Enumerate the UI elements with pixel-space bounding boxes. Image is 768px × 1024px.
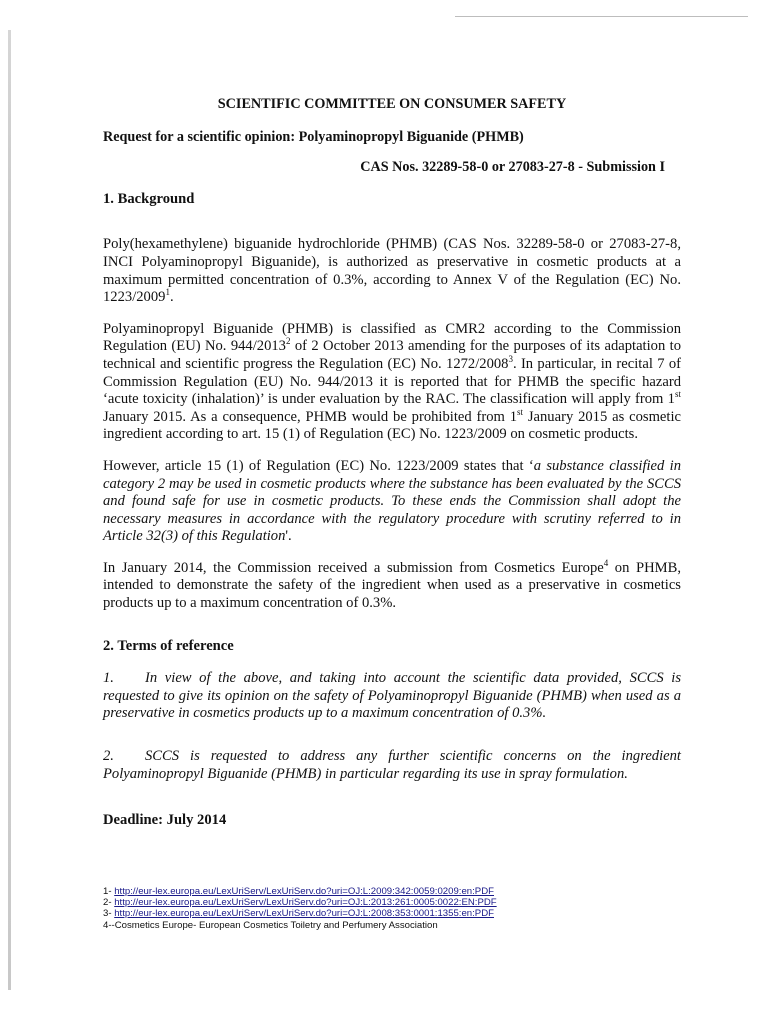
scan-top-line	[455, 16, 748, 17]
deadline: Deadline: July 2014	[103, 812, 227, 829]
footnote-1: 1- http://eur-lex.europa.eu/LexUriServ/LexUriServ.do?uri=OJ:L:2009:342:0059:0209:en:PDF	[103, 886, 494, 897]
cas-numbers: CAS Nos. 32289-58-0 or 27083-27-8 - Submission I	[360, 159, 665, 176]
ordinal-suffix: st	[674, 389, 681, 400]
document-title: SCIENTIFIC COMMITTEE ON CONSUMER SAFETY	[217, 96, 567, 112]
request-line: Request for a scientific opinion: Polyaminopropyl Biguanide (PHMB)	[103, 128, 524, 145]
background-paragraph-3: However, article 15 (1) of Regulation (EC) No. 1223/2009 states that ‘a substance classified in category 2 may be used in cosmetic products where the substance has been evaluated by the SCCS and found safe for use in cosmetic products. To these ends the Commission shall adopt the necessary measures in accordance with the regulatory procedure with scrutiny referred to in Article 32(3) of this Regulation'.	[103, 457, 681, 545]
regulation-quote: a substance classified in category 2 may be used in cosmetic products where the substance has been evaluated by the SCCS and found safe for use in cosmetic products. To these ends the Commission shall adopt the necessary measures in accordance with the regulatory procedure with scrutiny referred to in Article 32(3) of this Regulation	[103, 457, 681, 545]
background-heading: 1. Background	[103, 190, 195, 207]
footnote-link[interactable]: http://eur-lex.europa.eu/LexUriServ/LexUriServ.do?uri=OJ:L:2009:342:0059:0209:en:PDF	[114, 886, 494, 897]
footnote-link[interactable]: http://eur-lex.europa.eu/LexUriServ/LexUriServ.do?uri=OJ:L:2008:353:0001:1355:en:PDF	[114, 908, 494, 920]
terms-item-2: 2. SCCS is requested to address any further scientific concerns on the ingredient Polyaminopropyl Biguanide (PHMB) in particular regarding its use in spray formulation.	[103, 748, 681, 782]
scan-edge-shadow	[8, 30, 11, 990]
background-paragraph-1: Poly(hexamethylene) biguanide hydrochloride (PHMB) (CAS Nos. 32289-58-0 or 27083-27-8, INCI Polyaminopropyl Biguanide), is authorized as preservative in cosmetic products at a maximum permitted concentration of 0.3%, according to Annex V of the Regulation (EC) No. 1223/2009$^1$.	[103, 236, 681, 306]
footnote-4: 4--Cosmetics Europe- European Cosmetics Toiletry and Perfumery Association	[103, 919, 438, 931]
footnote-ref-1: 1	[165, 287, 170, 298]
footnote-ref-2: 2	[285, 336, 291, 347]
document-page	[103, 96, 681, 830]
footnote-2: 2- http://eur-lex.europa.eu/LexUriServ/LexUriServ.do?uri=OJ:L:2013:261:0005:0022:EN:PDF	[103, 897, 497, 909]
footnote-ref-4: 4	[603, 558, 609, 569]
ordinal-suffix: st	[517, 406, 524, 417]
footnote-3: 3- http://eur-lex.europa.eu/LexUriServ/LexUriServ.do?uri=OJ:L:2008:353:0001:1355:en:PDF	[103, 908, 494, 920]
footnote-ref-3: 3	[508, 354, 513, 365]
background-paragraph-4: In January 2014, the Commission received a submission from Cosmetics Europe$^4$ on PHMB, intended to demonstrate the safety of the ingredient when used as a preservative in cosmetics products up to a maximum concentration of 0.3%.	[103, 558, 681, 612]
terms-heading: 2. Terms of reference	[103, 637, 234, 654]
terms-item-1: 1. In view of the above, and taking into account the scientific data provided, SCCS is requested to give its opinion on the safety of Polyaminopropyl Biguanide (PHMB) when used as a preservative in cosmetics products up to a maximum concentration of 0.3%.	[103, 670, 681, 722]
footnotes	[103, 886, 623, 931]
footnote-link[interactable]: http://eur-lex.europa.eu/LexUriServ/LexUriServ.do?uri=OJ:L:2013:261:0005:0022:EN:PDF	[114, 897, 497, 909]
background-paragraph-2: Polyaminopropyl Biguanide (PHMB) is classified as CMR2 according to the Commission Regulation (EU) No. 944/2013$^2$ of 2 October 2013 amending for the purposes of its adaptation to technical and scientific progress the Regulation (EC) No. 1272/2008$^3$. In particular, in recital 7 of Commission Regulation (EU) No. 944/2013 it is reported that for PHMB the specific hazard ‘acute toxicity (inhalation)’ is under evaluation by the RAC. The classification will apply from 1st January 2015. As a consequence, PHMB would be prohibited from 1st January 2015 as cosmetic ingredient according to art. 15 (1) of Regulation (EC) No. 1223/2009 on cosmetic products.	[103, 320, 681, 443]
